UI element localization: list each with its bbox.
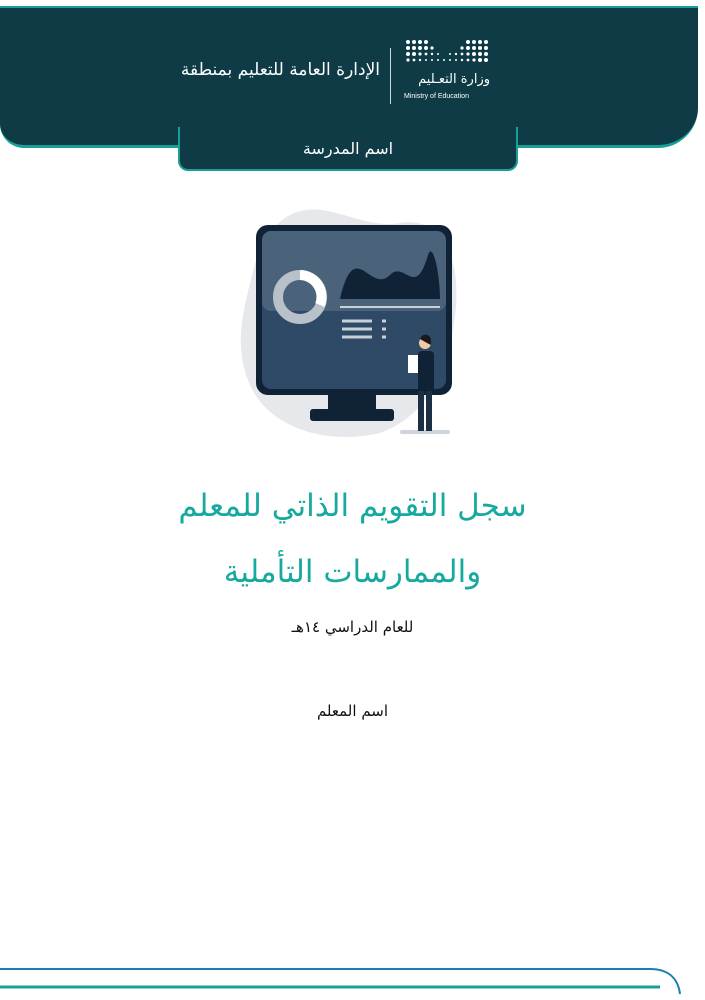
academic-year-label: للعام الدراسي ١٤هـ xyxy=(291,618,414,636)
logo-english-text: Ministry of Education xyxy=(404,93,469,100)
document-title-line-2: والممارسات التأملية xyxy=(223,554,482,590)
document-title-line-1: سجل التقويم الذاتي للمعلم xyxy=(178,488,527,524)
ministry-logo-dots-icon xyxy=(404,38,492,68)
school-name-tab xyxy=(178,127,518,171)
footer-border-line xyxy=(0,960,705,1000)
teacher-name-label: اسم المعلم xyxy=(316,702,389,720)
school-name-label: اسم المدرسة xyxy=(302,138,394,158)
ministry-logo xyxy=(404,38,494,110)
computer-monitor-illustration-icon xyxy=(230,205,470,445)
admin-region-text: الإدارة العامة للتعليم بمنطقة xyxy=(180,60,380,80)
header-divider xyxy=(390,48,391,104)
logo-arabic-text: وزارة التعـليم xyxy=(418,72,490,87)
